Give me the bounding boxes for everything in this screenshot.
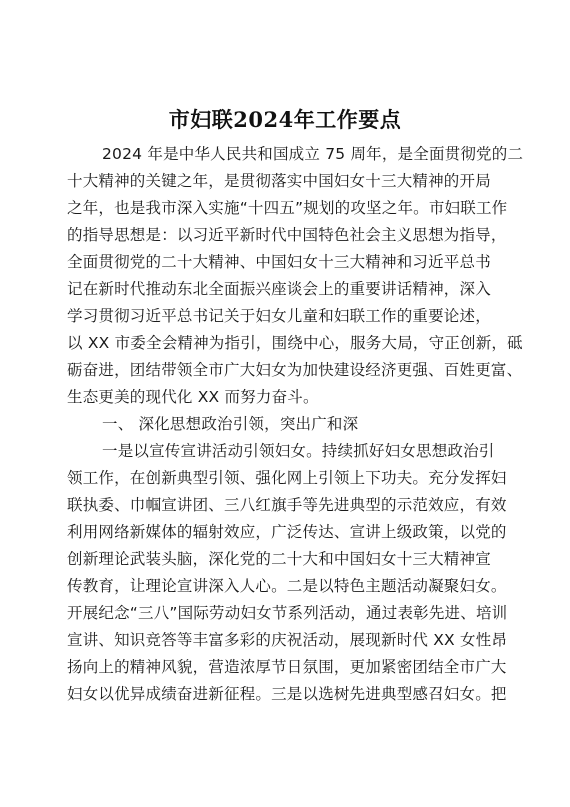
body-line: 2024 年是中华人民共和国成立 75 周年，是全面贯彻党的二: [102, 145, 524, 163]
body-line: 记在新时代推动东北全面振兴座谈会上的重要讲话精神，深入: [67, 280, 491, 298]
body-line: 开展纪念“三八”国际劳动妇女节系列活动，通过表彰先进、培训: [67, 604, 508, 622]
body-line: 砺奋进，团结带领全市广大妇女为加快建设经济更强、百姓更富、: [67, 361, 523, 379]
body-line: 创新理论武装头脑，深化党的二十大和中国妇女十三大精神宣: [67, 550, 491, 568]
body-line: 利用网络新媒体的辐射效应，广泛传达、宣讲上级政策，以党的: [67, 523, 507, 541]
body-line: 十大精神的关键之年，是贯彻落实中国妇女十三大精神的开局: [67, 172, 491, 190]
body-line: 传教育，让理论宣讲深入人心。二是以特色主题活动凝聚妇女。: [67, 577, 507, 595]
document-title: 市妇联2024年工作要点: [168, 107, 402, 132]
body-line: 以 XX 市委全会精神为指引，围绕中心，服务大局，守正创新，砥: [67, 334, 523, 352]
body-line: 学习贯彻习近平总书记关于妇女儿童和妇联工作的重要论述，: [67, 307, 491, 325]
body-line: 之年，也是我市深入实施“十四五”规划的攻坚之年。市妇联工作: [67, 199, 508, 217]
body-line: 一是以宣传宣讲活动引领妇女。持续抓好妇女思想政治引: [102, 442, 495, 460]
body-line: 联执委、巾帼宣讲团、三八红旗手等先进典型的示范效应，有效: [67, 496, 507, 514]
body-line: 生态更美的现代化 XX 而努力奋斗。: [67, 388, 319, 406]
body-line: 宣讲、知识竞答等丰富多彩的庆祝活动，展现新时代 XX 女性昂: [67, 631, 508, 649]
body-line: 领工作，在创新典型引领、强化网上引领上下功夫。充分发挥妇: [67, 469, 507, 487]
section-heading: 一、 深化思想政治引领，突出广和深: [102, 415, 359, 433]
body-line: 扬向上的精神风貌，营造浓厚节日氛围，更加紧密团结全市广大: [67, 658, 507, 676]
body-line: 的指导思想是：以习近平新时代中国特色社会主义思想为指导，: [67, 226, 507, 244]
body-line: 全面贯彻党的二十大精神、中国妇女十三大精神和习近平总书: [67, 253, 491, 271]
body-line: 妇女以优异成绩奋进新征程。三是以选树先进典型感召妇女。把: [67, 685, 507, 703]
